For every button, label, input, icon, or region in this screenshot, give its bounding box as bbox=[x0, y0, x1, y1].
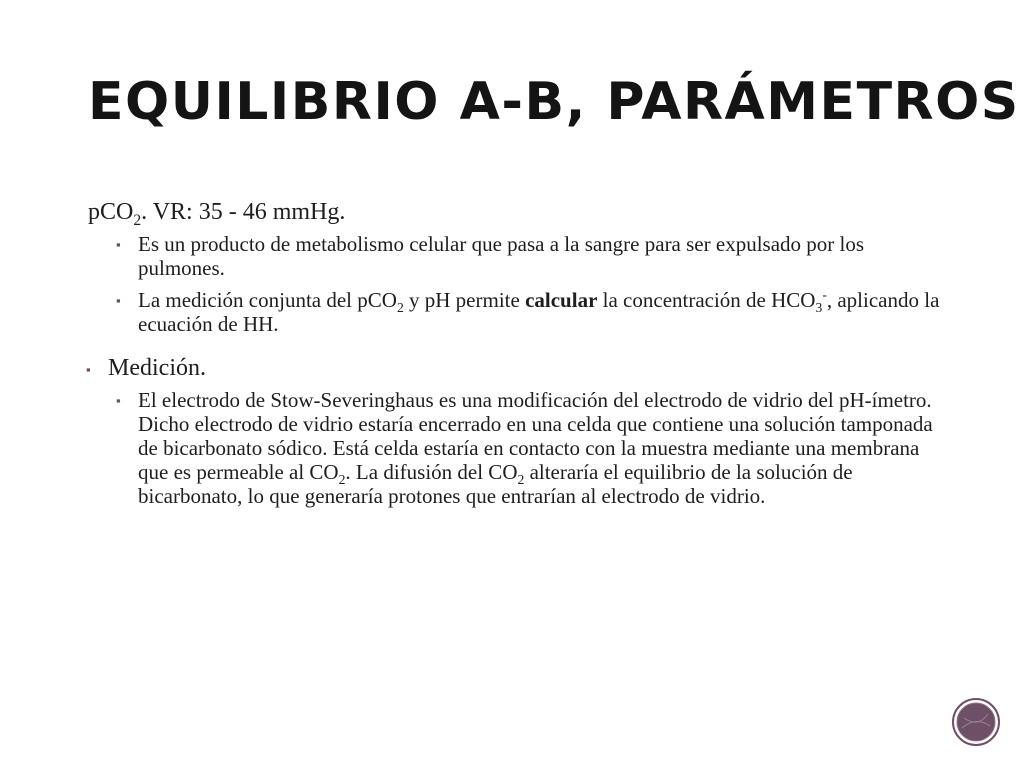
item-pco2-sub-2: ▪ La medición conjunta del pCO$_2$ y pH permite calcular la concentración de $HCO_3^-$, aplicando la ecuación de HH. bbox=[116, 287, 940, 336]
item-medicion-sub-1: ▪ El electrodo de Stow-Severinghaus es una modificación del electrodo de vidrio del pH-ímetro. Dicho electrodo de vidrio estaría encerrado en una celda que contiene una solución tamponada de bicarbonato sódico. Está celda estaría en contacto con la muestra mediante una membrana que es permeable al $CO_2$. La difusión del $CO_2$ alteraría el equilibrio de la solución de bicarbonato, lo que generaría protones que entrarían al electrodo de vidrio. bbox=[116, 388, 933, 508]
bullet-icon: ▪ bbox=[116, 393, 121, 408]
slide-content bbox=[88, 198, 948, 516]
bullet-icon: ▪ bbox=[116, 293, 121, 308]
slide-title: EQUILIBRIO A-B, PARÁMETROS bbox=[88, 72, 1020, 132]
item-pco2-sub-1: ▪ Es un producto de metabolismo celular que pasa a la sangre para ser expulsado por los pulmones. bbox=[116, 232, 865, 280]
item-pco2-heading: pCO$_2$. VR: 35 - 46 mmHg. bbox=[88, 199, 346, 229]
bullet-icon: ▪ bbox=[86, 362, 91, 377]
item-medicion-heading: ▪ Medición. bbox=[88, 354, 948, 382]
bullet-icon: ▪ bbox=[116, 237, 121, 252]
circle-emblem-icon bbox=[952, 698, 1000, 746]
